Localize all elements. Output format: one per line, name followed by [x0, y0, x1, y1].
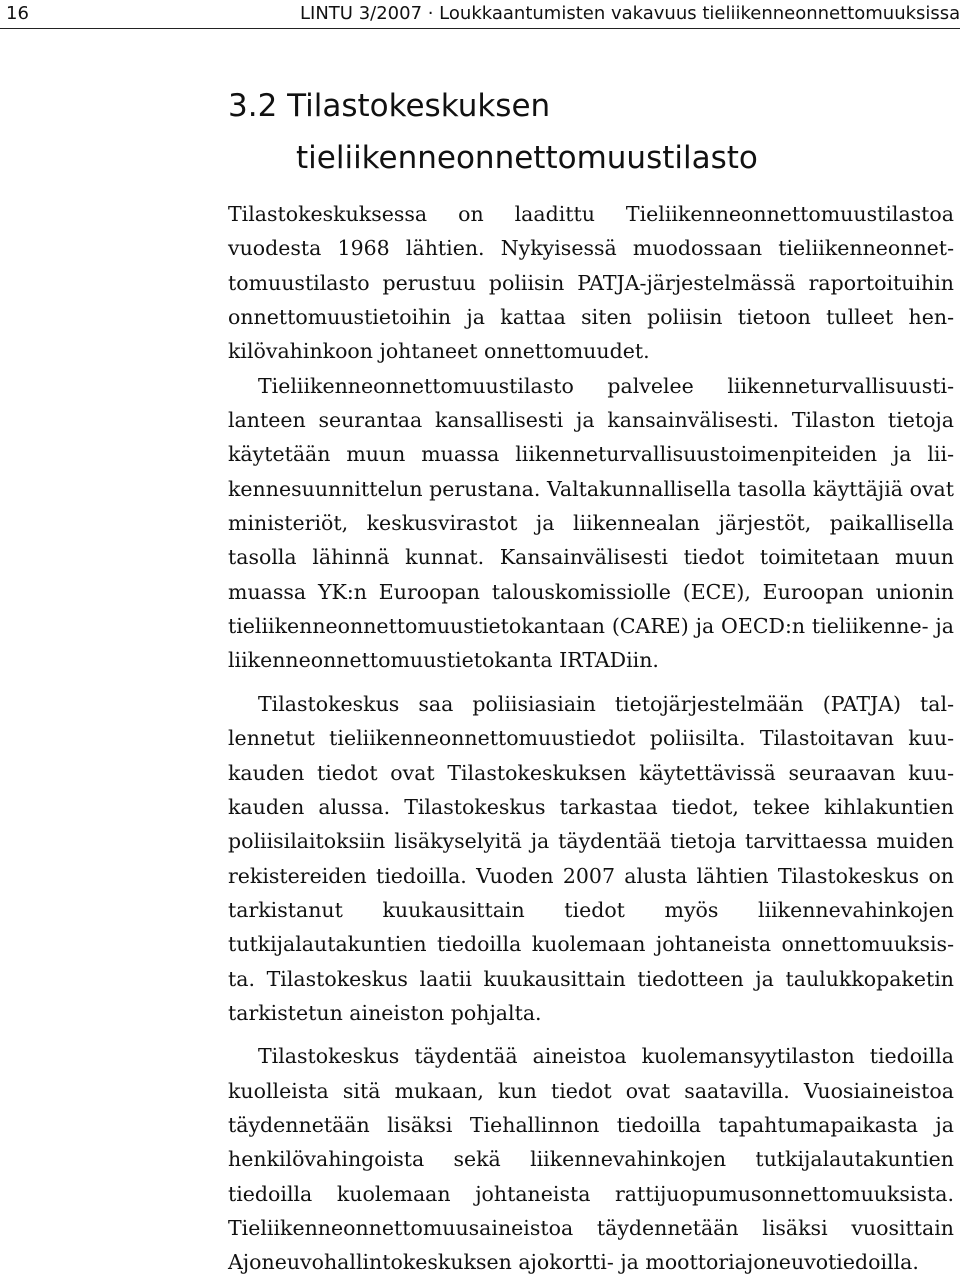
section-heading-line-1: 3.2 Tilastokeskuksen	[228, 88, 551, 124]
running-head: LINTU 3/2007 · Loukkaantumisten vakavuus tieliikenneonnettomuuksissa	[300, 3, 960, 24]
header-rule	[0, 28, 960, 29]
paragraph-1: Tilastokeskuksessa on laadittu Tieliikenneonnettomuustilastoa vuodesta 1968 lähtien. Nykyisessä muodossaan tieliikenneonnettomuustilasto perustuu poliisin PATJA-järjestelmässä raportoituihin onnettomuustietoihin ja kattaa siten poliisin tietoon tulleet henkilövahinkoon johtaneet onnettomuudet.	[228, 202, 954, 364]
paragraph-2: Tieliikenneonnettomuustilasto palvelee liikenneturvallisuustilanteen seurantaa kansallisesti ja kansainvälisesti. Tilaston tietoja käytetään muun muassa liikenneturvallisuustoimenpiteiden ja liikennesuunnittelun perustana. Valtakunnallisella tasolla käyttäjiä ovat ministeriöt, keskusvirastot ja liikennealan järjestöt, paikallisella tasolla lähinnä kunnat. Kansainvälisesti tiedot toimitetaan muun muassa YK:n Euroopan talouskomissiolle (ECE), Euroopan unionin tieliikenneonnettomuustietokantaan (CARE) ja OECD:n tieliikenne- ja liikenneonnettomuustietokanta IRTADiin.	[228, 373, 954, 673]
section-heading	[228, 80, 928, 184]
body-text	[228, 197, 954, 1280]
page-header	[0, 0, 960, 30]
page-number: 16	[6, 3, 29, 24]
section-heading-line-2: tieliikenneonnettomuustilasto	[296, 140, 758, 176]
paragraph-4: Tilastokeskus täydentää aineistoa kuolemansyytilaston tiedoilla kuolleista sitä mukaan, kun tiedot ovat saatavilla. Vuosiaineistoa täydennetään lisäksi Tiehallinnon tiedoilla tapahtumapaikasta ja henkilövahingoista sekä liikennevahinkojen tutkijalautakuntien tiedoilla kuolemaan johtaneista rattijuopumusonnettomuuksista. Tieliikenneonnettomuusaineistoa täydennetään lisäksi vuosittain Ajoneuvohallintokeskuksen ajokortti- ja moottoriajoneuvotiedoilla.	[228, 1044, 954, 1275]
paragraph-3: Tilastokeskus saa poliisiasiain tietojärjestelmään (PATJA) tallennetut tieliikenneonnettomuustiedot poliisilta. Tilastoitavan kuukauden tiedot ovat Tilastokeskuksen käytettävissä seuraavan kuukauden alussa. Tilastokeskus tarkastaa tiedot, tekee kihlakuntien poliisilaitoksiin lisäkyselyitä ja täydentää tietoja tarvittaessa muiden rekistereiden tiedoilla. Vuoden 2007 alusta lähtien Tilastokeskus on tarkistanut kuukausittain tiedot myös liikennevahinkojen tutkijalautakuntien tiedoilla kuolemaan johtaneista onnettomuuksista. Tilastokeskus laatii kuukausittain tiedotteen ja taulukkopaketin tarkistetun aineiston pohjalta.	[228, 691, 954, 1025]
